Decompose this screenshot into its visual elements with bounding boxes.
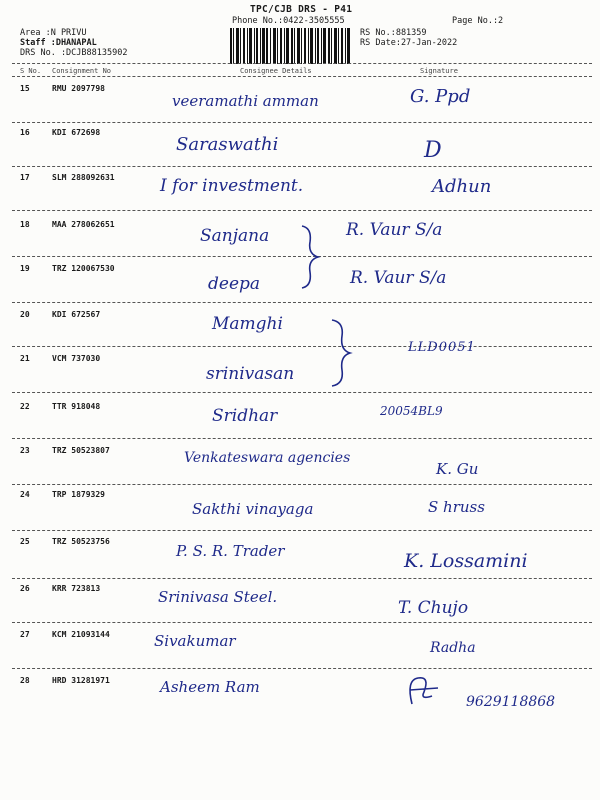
row-sno: 19 [20, 264, 30, 273]
row-consignee: Sakthi vinayaga [192, 500, 314, 518]
row-divider [12, 302, 592, 303]
row-consignment: SLM 288092631 [52, 173, 115, 182]
row-divider [12, 484, 592, 485]
row-sno: 26 [20, 584, 30, 593]
row-consignment: KDI 672698 [52, 128, 101, 137]
row-consignee: Sanjana [200, 226, 270, 246]
row-divider [12, 530, 592, 531]
row-sno: 20 [20, 310, 30, 319]
row-consignment: TTR 918048 [52, 402, 101, 411]
row-sno: 28 [20, 676, 30, 685]
rs-date: RS Date:27-Jan-2022 [360, 38, 458, 48]
row-sno: 18 [20, 220, 30, 229]
phone-number: Phone No.:0422-3505555 [232, 16, 345, 26]
row-consignee: deepa [208, 274, 261, 294]
row-sno: 23 [20, 446, 30, 455]
row-signature: LLD0051 [408, 340, 476, 355]
row-consignment: RMU 2097798 [52, 84, 105, 93]
row-signature: R. Vaur S/a [350, 268, 447, 288]
handwritten-initial-mark [402, 670, 442, 710]
column-header-signature: Signature [420, 67, 458, 75]
row-consignee: Saraswathi [176, 134, 279, 155]
row-consignee: veeramathi amman [172, 92, 319, 110]
row-consignee: Sivakumar [154, 632, 236, 650]
row-consignee: P. S. R. Trader [176, 542, 285, 560]
header-divider [12, 63, 592, 64]
row-consignment: KCM 21093144 [52, 630, 110, 639]
row-sno: 15 [20, 84, 30, 93]
row-divider [12, 210, 592, 211]
bracket-mark [298, 222, 322, 292]
row-consignment: KRR 723813 [52, 584, 101, 593]
barcode-image [230, 28, 352, 64]
row-signature: G. Ppd [410, 86, 471, 107]
row-consignee: Srinivasa Steel. [158, 588, 278, 606]
row-sno: 27 [20, 630, 30, 639]
row-signature: S hruss [428, 498, 485, 516]
row-consignee: Asheem Ram [160, 678, 260, 696]
row-consignment: VCM 737030 [52, 354, 101, 363]
row-consignment: TRZ 50523807 [52, 446, 110, 455]
row-signature: T. Chujo [398, 598, 469, 618]
row-signature: Radha [430, 640, 476, 656]
column-header-consignee: Consignee Details [240, 67, 312, 75]
page-number: Page No.:2 [452, 16, 504, 26]
row-consignment: TRZ 120067530 [52, 264, 115, 273]
staff-label: Staff :DHANAPAL [20, 38, 97, 48]
row-signature: K. Gu [436, 460, 479, 478]
row-divider [12, 668, 592, 669]
row-signature: K. Lossamini [404, 550, 528, 572]
row-consignee: Mamghi [212, 314, 283, 334]
area-label: Area :N PRIVU [20, 28, 87, 38]
row-divider [12, 622, 592, 623]
row-sno: 24 [20, 490, 30, 499]
row-consignment: TRZ 50523756 [52, 537, 110, 546]
sheet-title: TPC/CJB DRS - P41 [250, 4, 353, 15]
row-consignment: HRD 31281971 [52, 676, 110, 685]
row-consignment: MAA 278062651 [52, 220, 115, 229]
row-divider [12, 392, 592, 393]
row-consignee: srinivasan [206, 364, 295, 384]
row-sno: 16 [20, 128, 30, 137]
row-divider [12, 166, 592, 167]
row-consignee: Venkateswara agencies [184, 450, 351, 466]
bracket-mark [328, 316, 354, 390]
row-divider [12, 346, 592, 347]
row-signature: R. Vaur S/a [346, 220, 443, 240]
row-divider [12, 578, 592, 579]
row-sno: 21 [20, 354, 30, 363]
row-sno: 17 [20, 173, 30, 182]
row-signature: 20054BL9 [380, 404, 443, 418]
row-signature: Adhun [432, 176, 492, 197]
row-signature: D [424, 138, 442, 163]
column-header-divider [12, 76, 592, 77]
row-consignee: Sridhar [212, 406, 278, 426]
row-sno: 25 [20, 537, 30, 546]
drs-number: DRS No. :DCJB88135902 [20, 48, 128, 58]
column-header-sno: S No. [20, 67, 42, 75]
row-sno: 22 [20, 402, 30, 411]
row-consignment: KDI 672567 [52, 310, 101, 319]
row-divider [12, 438, 592, 439]
row-signature: 9629118868 [466, 694, 556, 710]
rs-number: RS No.:881359 [360, 28, 427, 38]
row-divider [12, 122, 592, 123]
column-header-consignment: Consignment No [52, 67, 112, 75]
row-consignee: I for investment. [160, 176, 304, 196]
row-consignment: TRP 1879329 [52, 490, 105, 499]
